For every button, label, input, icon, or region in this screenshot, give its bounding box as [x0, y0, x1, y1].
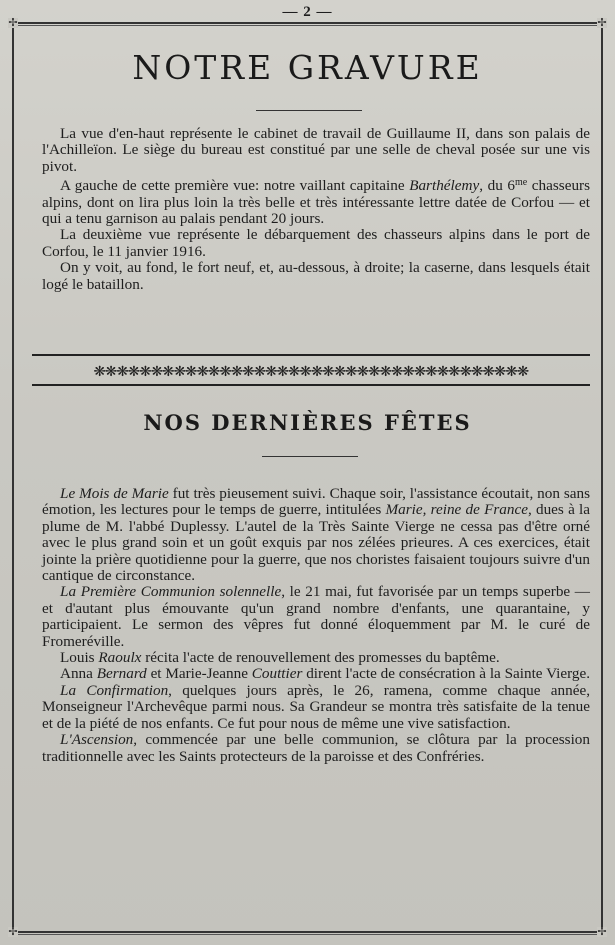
paragraph: [42, 126, 590, 175]
text-run: dirent l'acte de consécration à la Sainte Vierge.: [302, 665, 591, 683]
page-number: — 2 —: [282, 4, 333, 20]
nos-dernieres-fetes-text: [42, 486, 590, 765]
title-underline: [262, 456, 358, 457]
italic-text: Marie, reine de France: [385, 501, 528, 519]
corner-ornament-icon: ✢: [8, 17, 18, 29]
text-run: fut très pieusement suivi. Chaque soir, l'assistance écoutait, non sans émotion, les lectures pour le temps de guerre, intitulées: [42, 485, 590, 519]
paragraph: [42, 732, 590, 765]
corner-ornament-icon: ✢: [597, 926, 607, 938]
italic-text: Le Mois de Marie: [60, 485, 169, 502]
paragraph: [42, 260, 590, 293]
paragraph: [42, 683, 590, 732]
italic-text: Barthélemy: [409, 177, 480, 195]
text-run: , dues à la plume de M. l'abbé Duplessy. L'autel de la Très Sainte Vierge ne cessa pas d'être orné avec le plus grand soin et un goût exquis par nos zélées prieures. A ces exercices, était jointe la prière quotidienne pour la guerre, que nos choristes faisaient toujours suivre d'un cantique de circonstance.: [42, 501, 591, 585]
text-run: La deuxième vue représente le débarquement des chasseurs alpins dans le port de Corfou, le 11 janvier 1916.: [42, 226, 590, 260]
italic-text: Raoulx: [98, 649, 142, 667]
frame-bottom-rule: [12, 931, 603, 933]
text-run: A gauche de cette première vue: notre vaillant capitaine: [60, 177, 410, 195]
text-run: et Marie-Jeanne: [146, 665, 252, 683]
text-run: , du 6: [479, 177, 515, 195]
text-run: , commencée par une belle communion, se clôtura par la procession traditionnelle avec les Saints protecteurs de la paroisse et des Confréries.: [42, 731, 590, 765]
text-run: La vue d'en-haut représente le cabinet de travail de Guillaume II, dans son palais de l'Achilleïon. Le siège du bureau est constitué par une selle de cheval posée sur une vis pivot.: [42, 125, 590, 175]
italic-text: Bernard: [96, 665, 147, 683]
paragraph: [42, 486, 590, 584]
corner-ornament-icon: ✢: [597, 17, 607, 29]
text-run: me: [514, 177, 528, 189]
corner-ornament-icon: ✢: [8, 926, 18, 938]
paragraph: [42, 584, 590, 650]
text-run: , quelques jours après, le 26, ramena, comme chaque année, Monseigneur l'Archevêque parmi nous. Sa Grandeur se montra très satisfaite de la tenue et de la piété de nos enfants. Ce fut pour nous de même une vive satisfaction.: [42, 681, 590, 732]
italic-text: La Confirmation: [60, 681, 169, 699]
text-run: récita l'acte de renouvellement des promesses du baptême.: [141, 649, 500, 667]
paragraph: [42, 175, 590, 227]
paragraph: [42, 227, 590, 260]
italic-text: La Première Communion solennelle: [60, 583, 282, 601]
text-run: , le 21 mai, fut favorisée par un temps superbe — et d'autant plus émouvante qu'un grand nombre d'enfants, une quarantaine, y participaient. Le sermon des vêpres fut donné éloquemment par M. le curé de Fromeréville.: [42, 583, 590, 650]
text-run: Anna: [60, 665, 97, 683]
frame-bottom-rule-inner: [12, 934, 603, 935]
italic-text: L'Ascension: [60, 731, 134, 749]
section-title-nos-dernieres-fetes: NOS DERNIÈRES FÊTES: [143, 410, 472, 435]
title-underline: [256, 110, 362, 111]
notre-gravure-text: [42, 126, 590, 293]
ornamental-divider: ❋❋❋❋❋❋❋❋❋❋❋❋❋❋❋❋❋❋❋❋❋❋❋❋❋❋❋❋❋❋❋❋❋❋❋❋❋❋: [32, 354, 590, 386]
text-run: chasseurs alpins, dont on lira plus loin la très belle et très intéressante lettre datée de Corfou — et qui a tenu garnison au palais pendant 20 jours.: [42, 177, 590, 228]
paragraph: [42, 650, 590, 666]
text-run: Louis: [60, 649, 99, 667]
section-title-notre-gravure: NOTRE GRAVURE: [132, 48, 483, 87]
paragraph: [42, 666, 590, 682]
italic-text: Couttier: [251, 665, 303, 683]
text-run: On y voit, au fond, le fort neuf, et, au-dessous, à droite; la caserne, dans lesquels était logé le bataillon.: [42, 259, 590, 293]
